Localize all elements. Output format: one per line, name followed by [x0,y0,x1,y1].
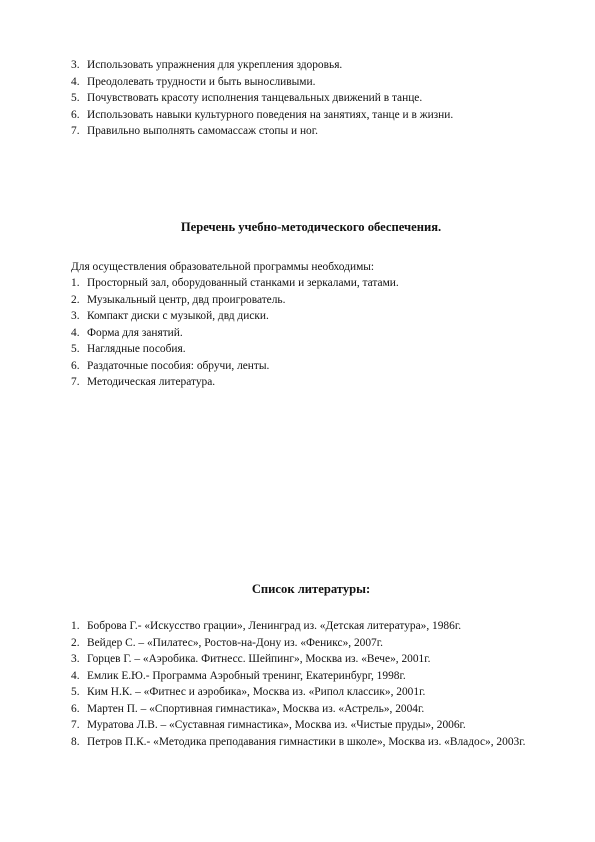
list-item: 3. Компакт диски с музыкой, двд диски. [71,310,269,322]
literature-list [71,618,551,750]
literature-heading: Список литературы: [251,582,371,596]
methodical-heading: Перечень учебно-методического обеспечения. [180,220,442,234]
list-item: 1. Боброва Г.- «Искусство грации», Ленинград из. «Детская литература», 1986г. [71,620,462,632]
list-item: 6. Раздаточные пособия: обручи, ленты. [71,359,270,372]
list-item: 6. Мартен П. – «Спортивная гимнастика», Москва из. «Астрель», 2004г. [71,702,425,715]
list-item: 5. Почувствовать красоту исполнения танцевальных движений в танце. [71,92,423,104]
methodical-section [71,259,551,391]
list-item: 3. Использовать упражнения для укрепления здоровья. [71,59,343,71]
list-item: 6. Использовать навыки культурного поведения на занятиях, танце и в жизни. [71,108,454,121]
list-item: 8. Петров П.К.- «Методика преподавания гимнастики в школе», Москва из. «Владос», 2003г. [71,735,526,748]
list-item: 4. Емлик Е.Ю.- Программа Аэробный тренинг, Екатеринбург, 1998г. [71,669,406,682]
methodical-list [71,275,551,391]
list-item: 2. Музыкальный центр, двд проигрователь. [71,293,286,306]
list-item: 1. Просторный зал, оборудованный станками и зеркалами, татами. [71,277,399,289]
skills-list-section [71,57,551,140]
list-item: 5. Наглядные пособия. [71,343,186,355]
list-item: 4. Форма для занятий. [71,326,183,339]
list-item: 4. Преодолевать трудности и быть выносливыми. [71,75,316,88]
list-item: 3. Горцев Г. – «Аэробика. Фитнесс. Шейпинг», Москва из. «Вече», 2001г. [71,653,431,665]
list-item: 7. Правильно выполнять самомассаж стопы и ног. [71,125,318,137]
list-item: 7. Муратова Л.В. – «Суставная гимнастика», Москва из. «Чистые пруды», 2006г. [71,719,466,731]
literature-section [71,618,551,750]
list-item: 2. Вейдер С. – «Пилатес», Ростов-на-Дону из. «Феникс», 2007г. [71,636,383,649]
list-item: 7. Методическая литература. [71,376,216,388]
list-item: 5. Ким Н.К. – «Фитнес и аэробика», Москва из. «Рипол классик», 2001г. [71,686,426,698]
skills-list [71,57,551,140]
methodical-intro: Для осуществления образовательной программы необходимы: [71,261,375,273]
